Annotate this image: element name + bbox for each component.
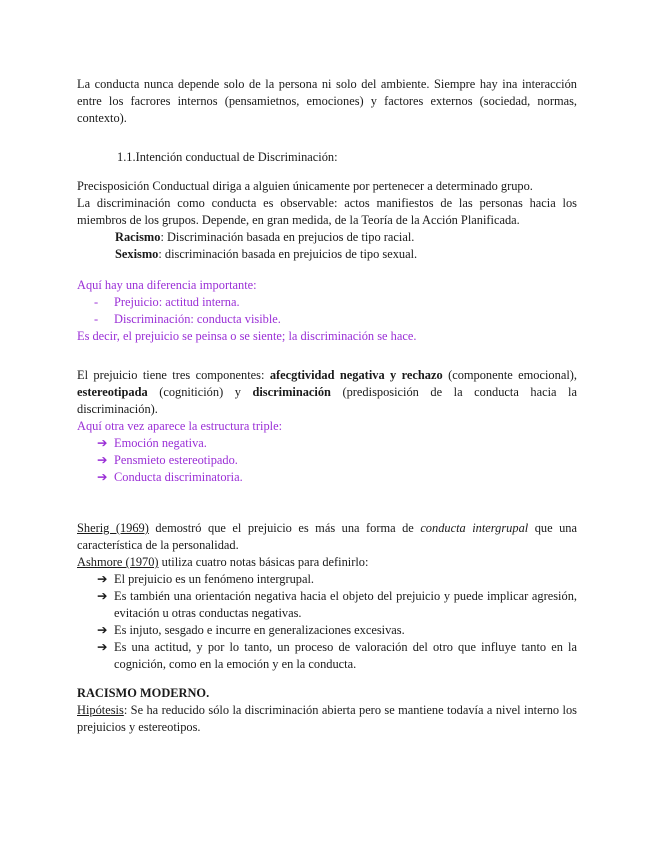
component-cognitivo: estereotipada	[77, 385, 148, 399]
triple-item-text: Pensmieto estereotipado.	[114, 453, 238, 467]
components-paragraph	[77, 367, 577, 418]
sexismo-definition	[77, 246, 577, 263]
triple-item-text: Conducta discriminatoria.	[114, 470, 243, 484]
triple-intro: Aquí otra vez aparece la estructura triple:	[77, 419, 283, 433]
arrow-icon: ➔	[97, 436, 108, 450]
arrow-icon: ➔	[97, 572, 108, 586]
sherig-citation: Sherig (1969)	[77, 521, 149, 535]
arrow-icon: ➔	[97, 453, 108, 467]
discriminacion-line-1: La discriminación como conducta es observable: actos manifiestos de las personas hacia los	[77, 196, 577, 210]
arrow-icon: ➔	[97, 470, 108, 484]
note-item	[77, 622, 577, 639]
diff-item	[77, 311, 577, 328]
sherig-text: demostró que el prejuicio es más una forma de	[148, 521, 421, 535]
note-text: Es también una orientación negativa hacia el objeto del prejuicio y puede implicar agresión, evitación u otras conductas negativas.	[114, 589, 577, 620]
note-text: Es injuto, sesgado e incurre en generalizaciones excesivas.	[114, 623, 405, 637]
note-item	[77, 639, 577, 673]
component-emocional: afecgtividad negativa y rechazo	[269, 368, 443, 382]
section-heading: 1.1.Intención conductual de Discriminación:	[117, 150, 338, 164]
diff-item	[77, 294, 577, 311]
racismo-moderno-heading	[77, 685, 577, 702]
racismo-def: : Discriminación basada en prejucios de tipo racial.	[160, 230, 415, 244]
sexismo-def: : discriminación basada en prejuicios de tipo sexual.	[158, 247, 418, 261]
diff-intro: Aquí hay una diferencia importante:	[77, 278, 257, 292]
ashmore-citation: Ashmore (1970)	[77, 555, 159, 569]
components-text: (componente emocional),	[442, 368, 577, 382]
component-conductual: discriminación	[252, 385, 331, 399]
note-text: Es una actitud, y por lo tanto, un proceso de valoración del otro que influye tanto en la cognición, como en la emoción y en la conducta.	[114, 640, 577, 671]
diff-conclusion: Es decir, el prejuicio se peinsa o se siente; la discriminación se hace.	[77, 329, 417, 343]
note-text: El prejuicio es un fenómeno intergrupal.	[114, 572, 315, 586]
document-page	[77, 76, 577, 736]
dash-bullet: -	[94, 295, 99, 309]
sherig-text: que una característica de la personalidad.	[77, 521, 577, 552]
note-item	[77, 571, 577, 588]
components-text: El prejuicio tiene tres componentes:	[77, 368, 270, 382]
precisposicion-line: Precisposición Conductual diriga a alguien únicamente por pertenecer a determinado grupo.	[77, 179, 533, 193]
hipotesis-paragraph	[77, 702, 577, 736]
racismo-term: Racismo	[115, 230, 161, 244]
triple-item	[77, 435, 577, 452]
discriminacion-line-2: miembros de los grupos. Depende, en gran medida, de la Teoría de la Acción Planificada.	[77, 213, 520, 227]
racismo-definition	[77, 229, 577, 246]
triple-item-text: Emoción negativa.	[114, 436, 207, 450]
diff-item-text: Prejuicio: actitud interna.	[114, 295, 240, 309]
arrow-icon: ➔	[97, 640, 108, 654]
sherig-emphasis: conducta intergrupal	[420, 521, 529, 535]
triple-item	[77, 469, 577, 486]
ashmore-paragraph	[77, 554, 577, 571]
sherig-paragraph	[77, 520, 577, 554]
arrow-icon: ➔	[97, 623, 108, 637]
ashmore-text: utiliza cuatro notas básicas para definirlo:	[158, 555, 369, 569]
components-text: (cognitición) y	[147, 385, 253, 399]
hipotesis-text: : Se ha reducido sólo la discriminación abierta pero se mantiene todavía a nivel interno los prejuicios y estereotipos.	[77, 703, 577, 734]
racismo-moderno-title: RACISMO MODERNO.	[77, 686, 210, 700]
triple-item	[77, 452, 577, 469]
diff-item-text: Discriminación: conducta visible.	[114, 312, 281, 326]
arrow-icon: ➔	[97, 589, 108, 603]
hipotesis-label: Hipótesis	[77, 703, 124, 717]
components-text: (predisposición de la conducta hacia la discriminación).	[77, 385, 577, 416]
intro-paragraph: La conducta nunca depende solo de la persona ni solo del ambiente. Siempre hay ina interacción entre los facrores internos (pensamietnos, emociones) y factores externos (sociedad, normas, contexto).	[77, 77, 577, 125]
note-item	[77, 588, 577, 622]
dash-bullet: -	[94, 312, 99, 326]
sexismo-term: Sexismo	[115, 247, 159, 261]
